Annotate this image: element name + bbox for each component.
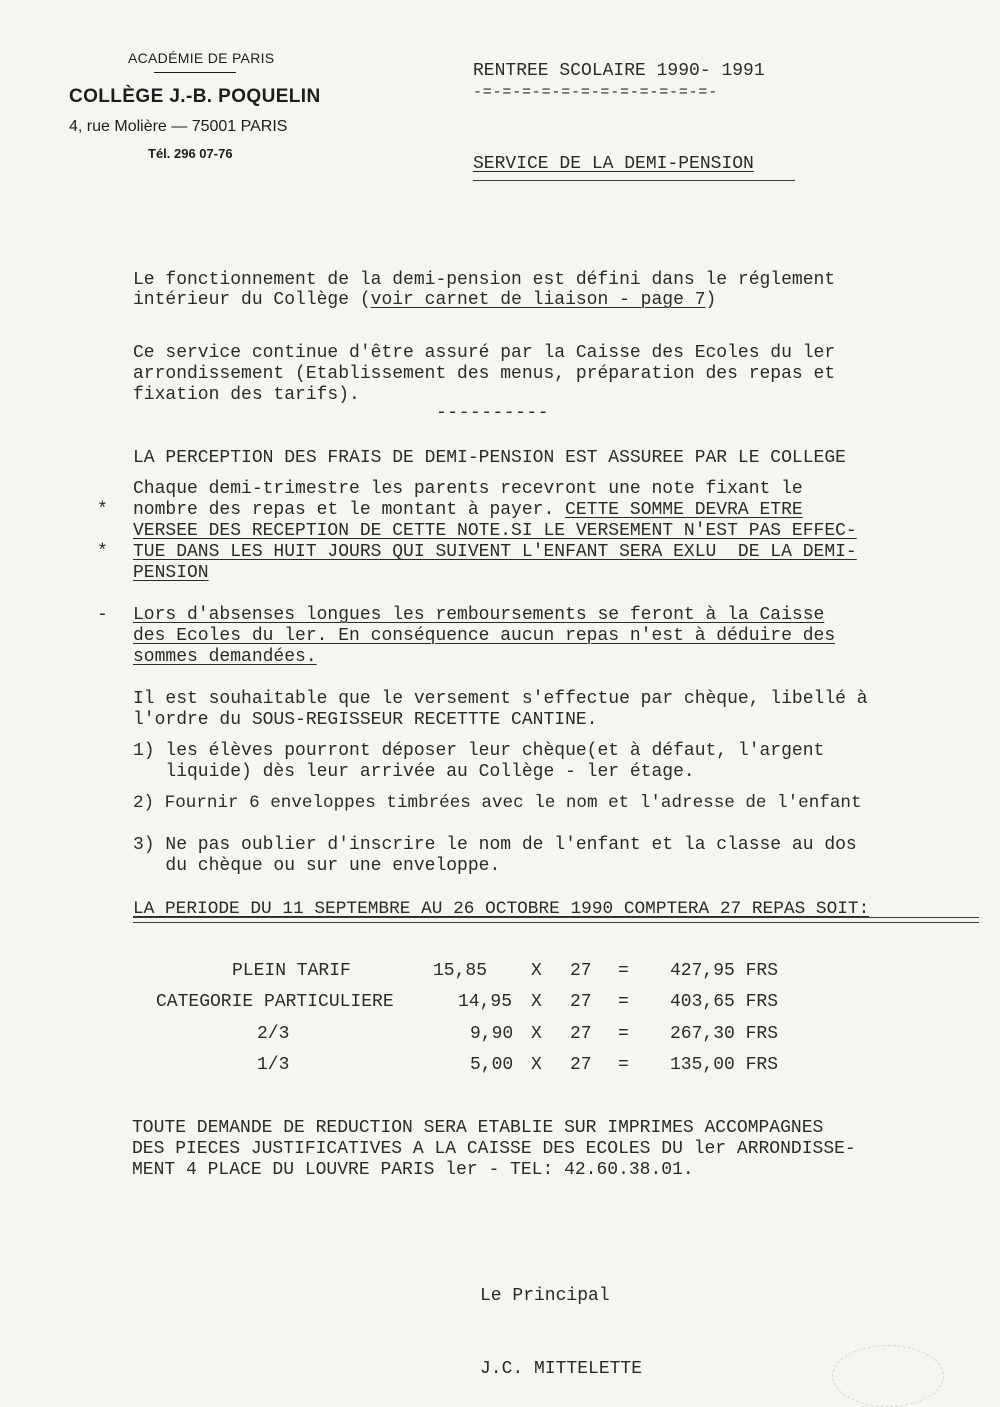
payment-item-1-line-2: liquide) dès leur arrivée au Collège - ler étage.	[133, 762, 695, 782]
rate-equals: =	[618, 1024, 629, 1044]
dash-mark: -	[97, 605, 108, 625]
reduction-line-2: DES PIECES JUSTIFICATIVES A LA CAISSE DES ECOLES DU ler ARRONDISSE-	[132, 1139, 856, 1159]
absence-line-1: Lors d'absenses longues les remboursements se feront à la Caisse	[133, 605, 825, 625]
rate-label: PLEIN TARIF	[232, 961, 351, 981]
rate-price: 5,00	[470, 1055, 514, 1075]
payment-line-1: Il est souhaitable que le versement s'effectue par chèque, libellé à	[133, 689, 868, 709]
rate-multiply: X	[531, 992, 542, 1012]
reduction-line-1: TOUTE DEMANDE DE REDUCTION SERA ETABLIE SUR IMPRIMES ACCOMPAGNES	[132, 1118, 824, 1138]
academy-rule	[154, 72, 236, 73]
service-title-second-rule	[473, 180, 795, 181]
rate-multiply: X	[531, 1024, 542, 1044]
rate-count: 27	[570, 1055, 592, 1075]
school-year-rule: -=-=-=-=-=-=-=-=-=-=-=-=-	[473, 84, 719, 101]
period-statement: LA PERIODE DU 11 SEPTEMBRE AU 26 OCTOBRE 1990 COMPTERA 27 REPAS SOIT:	[133, 899, 870, 919]
payment-item-3-line-1: 3) Ne pas oublier d'inscrire le nom de l'enfant et la classe au dos	[133, 835, 857, 855]
period-double-rule	[133, 917, 979, 923]
rate-total: 135,00 FRS	[670, 1055, 779, 1075]
rate-label: 2/3	[257, 1024, 290, 1044]
perception-line-4: TUE DANS LES HUIT JOURS QUI SUIVENT L'ENFANT SERA EXLU DE LA DEMI-	[133, 542, 857, 562]
intro-line-1: Le fonctionnement de la demi-pension est défini dans le réglement	[133, 270, 836, 290]
rate-equals: =	[618, 961, 629, 981]
signatory-title: Le Principal	[480, 1286, 610, 1306]
rate-label: CATEGORIE PARTICULIERE	[156, 992, 394, 1012]
rate-price: 15,85	[433, 961, 488, 981]
rate-count: 27	[570, 1024, 592, 1044]
rate-equals: =	[618, 1055, 629, 1075]
faded-stamp	[832, 1345, 944, 1407]
academy-name: ACADÉMIE DE PARIS	[128, 50, 275, 66]
payment-item-3-line-2: du chèque ou sur une enveloppe.	[133, 856, 501, 876]
intro-line-2: intérieur du Collège (voir carnet de liaison - page 7)	[133, 290, 717, 310]
absence-line-3: sommes demandées.	[133, 647, 317, 667]
rate-count: 27	[570, 961, 592, 981]
asterisk-mark-2: *	[97, 542, 108, 562]
section-separator: ----------	[436, 403, 550, 423]
perception-line-5: PENSION	[133, 563, 209, 583]
service-line-2: arrondissement (Etablissement des menus, préparation des repas et	[133, 364, 836, 384]
liaison-reference: voir carnet de liaison - page 7	[370, 290, 706, 310]
college-address: 4, rue Molière — 75001 PARIS	[69, 118, 288, 135]
perception-line-1: Chaque demi-trimestre les parents recevront une note fixant le	[133, 479, 803, 499]
rate-total: 267,30 FRS	[670, 1024, 779, 1044]
service-line-3: fixation des tarifs).	[133, 385, 360, 405]
college-phone: Tél. 296 07-76	[148, 146, 233, 161]
rate-total: 403,65 FRS	[670, 992, 779, 1012]
payment-item-2: 2) Fournir 6 enveloppes timbrées avec le nom et l'adresse de l'enfant	[133, 793, 862, 813]
service-line-1: Ce service continue d'être assuré par la Caisse des Ecoles du ler	[133, 343, 836, 363]
payment-item-1-line-1: 1) les élèves pourront déposer leur chèque(et à défaut, l'argent	[133, 741, 825, 761]
rate-equals: =	[618, 992, 629, 1012]
service-title: SERVICE DE LA DEMI-PENSION	[473, 154, 754, 174]
perception-heading: LA PERCEPTION DES FRAIS DE DEMI-PENSION EST ASSUREE PAR LE COLLEGE	[133, 448, 846, 468]
rate-total: 427,95 FRS	[670, 961, 779, 981]
rate-price: 9,90	[470, 1024, 514, 1044]
absence-line-2: des Ecoles du ler. En conséquence aucun repas n'est à déduire des	[133, 626, 836, 646]
reduction-line-3: MENT 4 PLACE DU LOUVRE PARIS ler - TEL: 42.60.38.01.	[132, 1160, 694, 1180]
rate-multiply: X	[531, 961, 542, 981]
perception-line-2: nombre des repas et le montant à payer. CETTE SOMME DEVRA ETRE	[133, 500, 803, 520]
payment-line-2: l'ordre du SOUS-REGISSEUR RECETTTE CANTINE.	[133, 710, 598, 730]
rate-multiply: X	[531, 1055, 542, 1075]
rate-price: 14,95	[458, 992, 513, 1012]
asterisk-mark-1: *	[97, 500, 108, 520]
college-name: COLLÈGE J.-B. POQUELIN	[69, 86, 321, 107]
rate-count: 27	[570, 992, 592, 1012]
perception-line-3: VERSEE DES RECEPTION DE CETTE NOTE.SI LE VERSEMENT N'EST PAS EFFEC-	[133, 521, 857, 541]
school-year-title: RENTREE SCOLAIRE 1990- 1991	[473, 61, 765, 81]
signatory-name: J.C. MITTELETTE	[480, 1359, 643, 1379]
rate-label: 1/3	[257, 1055, 290, 1075]
